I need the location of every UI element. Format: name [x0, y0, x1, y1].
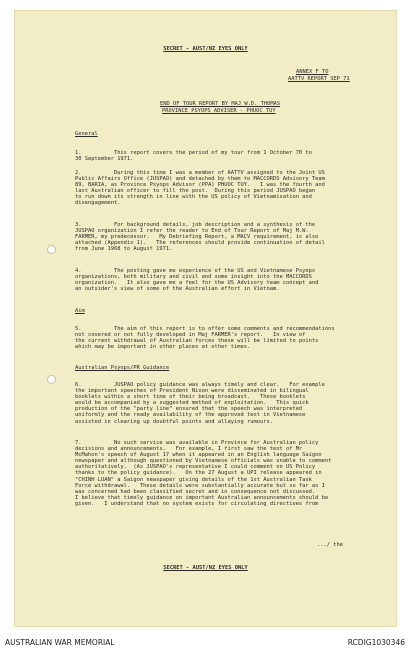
section-heading-general: General: [75, 131, 98, 137]
continuation-marker: .../ the: [317, 542, 343, 548]
annex-line-1: ANNEX F TO: [296, 69, 329, 75]
classification-bottom: SECRET - AUST/NZ EYES ONLY: [163, 565, 248, 571]
archive-footer: [0, 632, 411, 654]
record-id: RCDIG1030346: [347, 638, 405, 647]
paragraph-1: 1. This report covers the period of my tour from 1 October 70 to 30 September 1971.: [75, 150, 312, 163]
paragraph-2: 2. During this time I was a member of AATTV assigned to the Joint US Public Affairs Office (JUSPAO) and detached by them to MACCORDS Advisory Team 89, BARIA, as Province Psyops Advisor (PPA) PHUOC TUY. I was the fourth and last Australian officer to fill the post. During this period JUSPAO began to run down its strength in line with the US policy of Vietnamisation and disengagement.: [75, 170, 325, 207]
paragraph-7: 7. No such service was available in Province for Australian policy decisions and announcements. For example, I first saw the text of Mr McMahon's speech of August 17 when it appeared in an English language Saigon newspaper and although questioned by Vietnamese officials was unable to comment authoritatively. (As JUSPAO's representative I could comment on US Policy thanks to the policy guidance). On the 27 August a UPI release appeared in "CHINH LUAN" a Saigon newspaper giving details of the 1st Australian Task Force withdrawal. These details were substantially accurate but so far as I was concerned had been classified secret and in consequence not discussed. I believe that timely guidance on important Australian announcements should be given. I understand that no system exists for circulating directives from: [75, 440, 332, 507]
archive-name: AUSTRALIAN WAR MEMORIAL: [5, 638, 115, 647]
paragraph-3: 3. For background details, job description and a synthesis of the JUSPAO organization I refer the reader to End of Tour Report of Maj M.W. FARMER, my predecessor. My Debriefing Report, a MACV requirement, is also attached (Appendix 1). The references should provide continuation of detail from June 1968 to August 1971.: [75, 222, 325, 253]
title-line-1: END OF TOUR REPORT BY MAJ W.D. THOMAS: [160, 101, 281, 107]
title-line-2: PROVINCE PSYOPS ADVISER - PHUOC TUY: [162, 108, 276, 114]
annex-line-2: AATTV REPORT SEP 71: [288, 76, 350, 82]
paragraph-6: 6. JUSPAO policy guidance was always timely and clear. For example the important speeches of President Nixon were disseminated in bilingual booklets within a short time of their being broadcast. These booklets would be accompanied by a suggested method of exploitation. This quick production of the "party line" ensured that the speech was interpreted uniformly and the ready availability of the approved text in Vietnamese assisted in clearing up doubtful points and allaying rumours.: [75, 382, 325, 425]
punch-hole: [47, 375, 56, 384]
document-page: [14, 10, 397, 627]
section-heading-australian-psyops: Australian Psyops/PR Guidance: [75, 365, 170, 371]
paragraph-5: 5. The aim of this report is to offer some comments and recommendations not covered or not fully developed in Maj FARMER's report. In view of the current withdrawal of Australian forces these will be limited to points which may be important in other places at other times.: [75, 326, 335, 351]
punch-hole: [47, 245, 56, 254]
paragraph-4: 4. The posting gave me experience of the US and Vietnamese Psyops organizations, both military and civil and some insight into the MACCORDS organization. It also gave me a feel for the US Advisory team concept and an outsider's view of some of the Australian effort in Vietnam.: [75, 268, 319, 293]
section-heading-aim: Aim: [75, 308, 85, 314]
classification-top: SECRET - AUST/NZ EYES ONLY: [163, 46, 248, 52]
